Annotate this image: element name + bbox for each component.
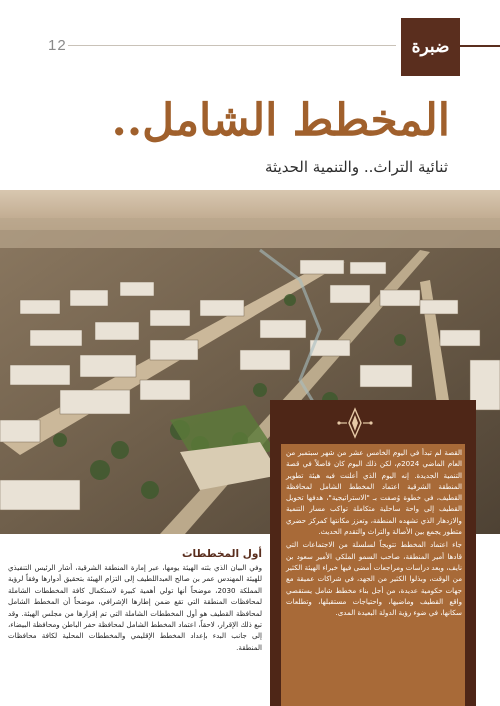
section-label: ضبرة bbox=[411, 37, 450, 57]
article-title: المخطط الشامل.. bbox=[111, 95, 450, 146]
article-subtitle: ثنائية التراث.. والتنمية الحديثة bbox=[265, 158, 448, 176]
geometric-ornament-icon bbox=[335, 405, 375, 441]
section-heading: أول المخططات bbox=[182, 548, 262, 560]
section-badge bbox=[401, 18, 460, 76]
intro-paragraph-1: القصة لم تبدأ في اليوم الخامس عشر من شهر سبتمبر من العام الماضي 2024م، لكن ذلك اليوم كان فاصلاً في قصة التنمية الجديدة. إنه اليوم الذي أعلنت فيه هيئة تطوير المنطقة الشرقية اعتماد المخطط الشامل لمحافظة القطيف، في خطوة وُصفت بـ "الاستراتيجية"، هدفها تحويل القطيف إلى واحة ساحلية متكاملة تواكب مسار التنمية والازدهار الذي تشهده المنطقة، وتعزز مكانتها كمركز حضري متطور يجمع بين الأصالة والتراث والتقدم الحديث. bbox=[286, 448, 463, 537]
page-number: 12 bbox=[48, 37, 67, 54]
body-column bbox=[8, 548, 262, 653]
header-divider bbox=[68, 45, 396, 46]
intro-paragraph-2: جاء اعتماد المخطط تتويجاً لسلسلة من الاجتماعات التي قادها أمير المنطقة، صاحب السمو الملكي الأمير سعود بن نايف، وبعد دراسات ومراجعات أمضى فيها خبراء الهيئة الكثير من الوقت، وبذلوا الكثير من الجهد، في شراكات عميقة مع جهات حكومية عديدة، من أجل بناء مخطط شامل يستقصي واقع القطيف وماضيها، واحتياجات مستقبلها، وتطلعات سكانها، في ضوء رؤية الدولة البعيدة المدى. bbox=[286, 540, 462, 618]
body-paragraph: وفي البيان الذي بثته الهيئة يومها، عبر إمارة المنطقة الشرقية، أشار الرئيس التنفيذي للهيئة المهندس عمر بن صالح العبداللطيف إلى التزام الهيئة بتحقيق أدوارها وفقاً لرؤية المملكة 2030، موضحاً أنها تولي أهمية كبيرة لاستكمال كافة المخططات الشاملة لمحافظات المنطقة التي تقع ضمن إطارها الإشرافي، موضحاً أن المخطط الشامل لمحافظة القطيف هو أول المخططات الشاملة التي تم إقرارها من مجلس الهيئة. وقد تبع ذلك الإقرار، لاحقاً، اعتماد المخطط الشامل لمحافظة حفر الباطن ومحافظة البيضاء، إلى جانب البدء بإعداد المخطط الإقليمي والمخططات المحلية لكافة محافظات المنطقة. bbox=[8, 563, 262, 652]
header-accent-line bbox=[460, 45, 500, 47]
intro-text bbox=[286, 447, 462, 620]
